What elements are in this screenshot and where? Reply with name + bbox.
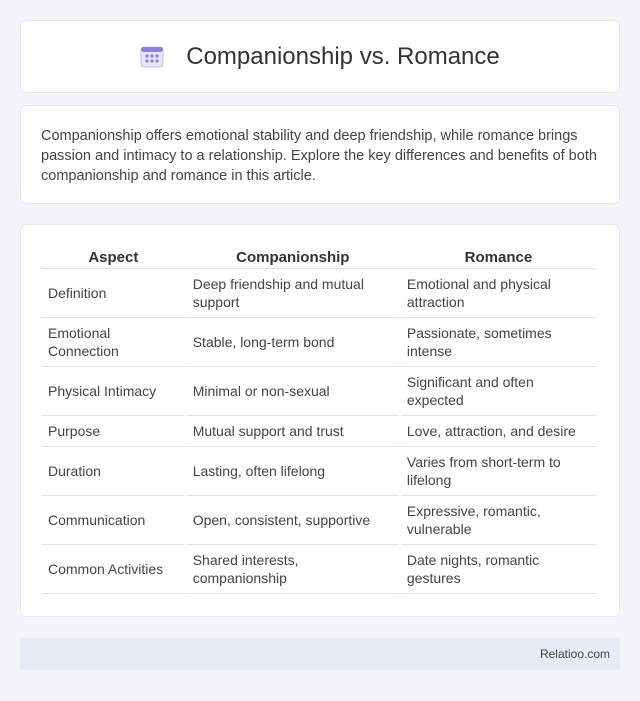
header-romance: Romance xyxy=(401,245,596,269)
comparison-table xyxy=(40,245,598,594)
table-cell-romance: Passionate, sometimes intense xyxy=(401,318,596,367)
table-cell-companionship: Open, consistent, supportive xyxy=(187,496,399,545)
table-cell-romance: Varies from short-term to lifelong xyxy=(401,447,596,496)
table-cell-companionship: Mutual support and trust xyxy=(187,416,399,447)
table-cell-aspect: Purpose xyxy=(42,416,185,447)
footer xyxy=(20,638,620,670)
table-header-row xyxy=(42,245,596,269)
table-cell-companionship: Shared interests, companionship xyxy=(187,545,399,594)
table-row xyxy=(42,269,596,318)
table-row xyxy=(42,367,596,416)
intro-card xyxy=(20,105,620,204)
table-cell-aspect: Definition xyxy=(42,269,185,318)
table-cell-aspect: Emotional Connection xyxy=(42,318,185,367)
table-cell-aspect: Duration xyxy=(42,447,185,496)
table-cell-companionship: Minimal or non-sexual xyxy=(187,367,399,416)
header-companionship: Companionship xyxy=(187,245,399,269)
footer-site-link[interactable]: Relatioo.com xyxy=(539,647,610,661)
page-title: Companionship vs. Romance xyxy=(186,42,500,70)
intro-paragraph: Companionship offers emotional stability and deep friendship, while romance brings passion and intimacy to a relationship. Explore the key differences and benefits of both companionship and romance in this article. xyxy=(41,128,597,184)
table-row xyxy=(42,447,596,496)
table-cell-companionship: Lasting, often lifelong xyxy=(187,447,399,496)
calendar-icon xyxy=(140,45,164,69)
table-cell-romance: Date nights, romantic gestures xyxy=(401,545,596,594)
table-row xyxy=(42,318,596,367)
table-cell-aspect: Common Activities xyxy=(42,545,185,594)
table-cell-companionship: Deep friendship and mutual support xyxy=(187,269,399,318)
table-row xyxy=(42,496,596,545)
table-cell-romance: Love, attraction, and desire xyxy=(401,416,596,447)
table-cell-romance: Significant and often expected xyxy=(401,367,596,416)
table-cell-companionship: Stable, long-term bond xyxy=(187,318,399,367)
header-aspect: Aspect xyxy=(42,245,185,269)
table-cell-aspect: Communication xyxy=(42,496,185,545)
table-cell-aspect: Physical Intimacy xyxy=(42,367,185,416)
title-card xyxy=(20,20,620,93)
comparison-card xyxy=(20,224,620,617)
table-row xyxy=(42,545,596,594)
table-cell-romance: Emotional and physical attraction xyxy=(401,269,596,318)
table-row xyxy=(42,416,596,447)
table-cell-romance: Expressive, romantic, vulnerable xyxy=(401,496,596,545)
